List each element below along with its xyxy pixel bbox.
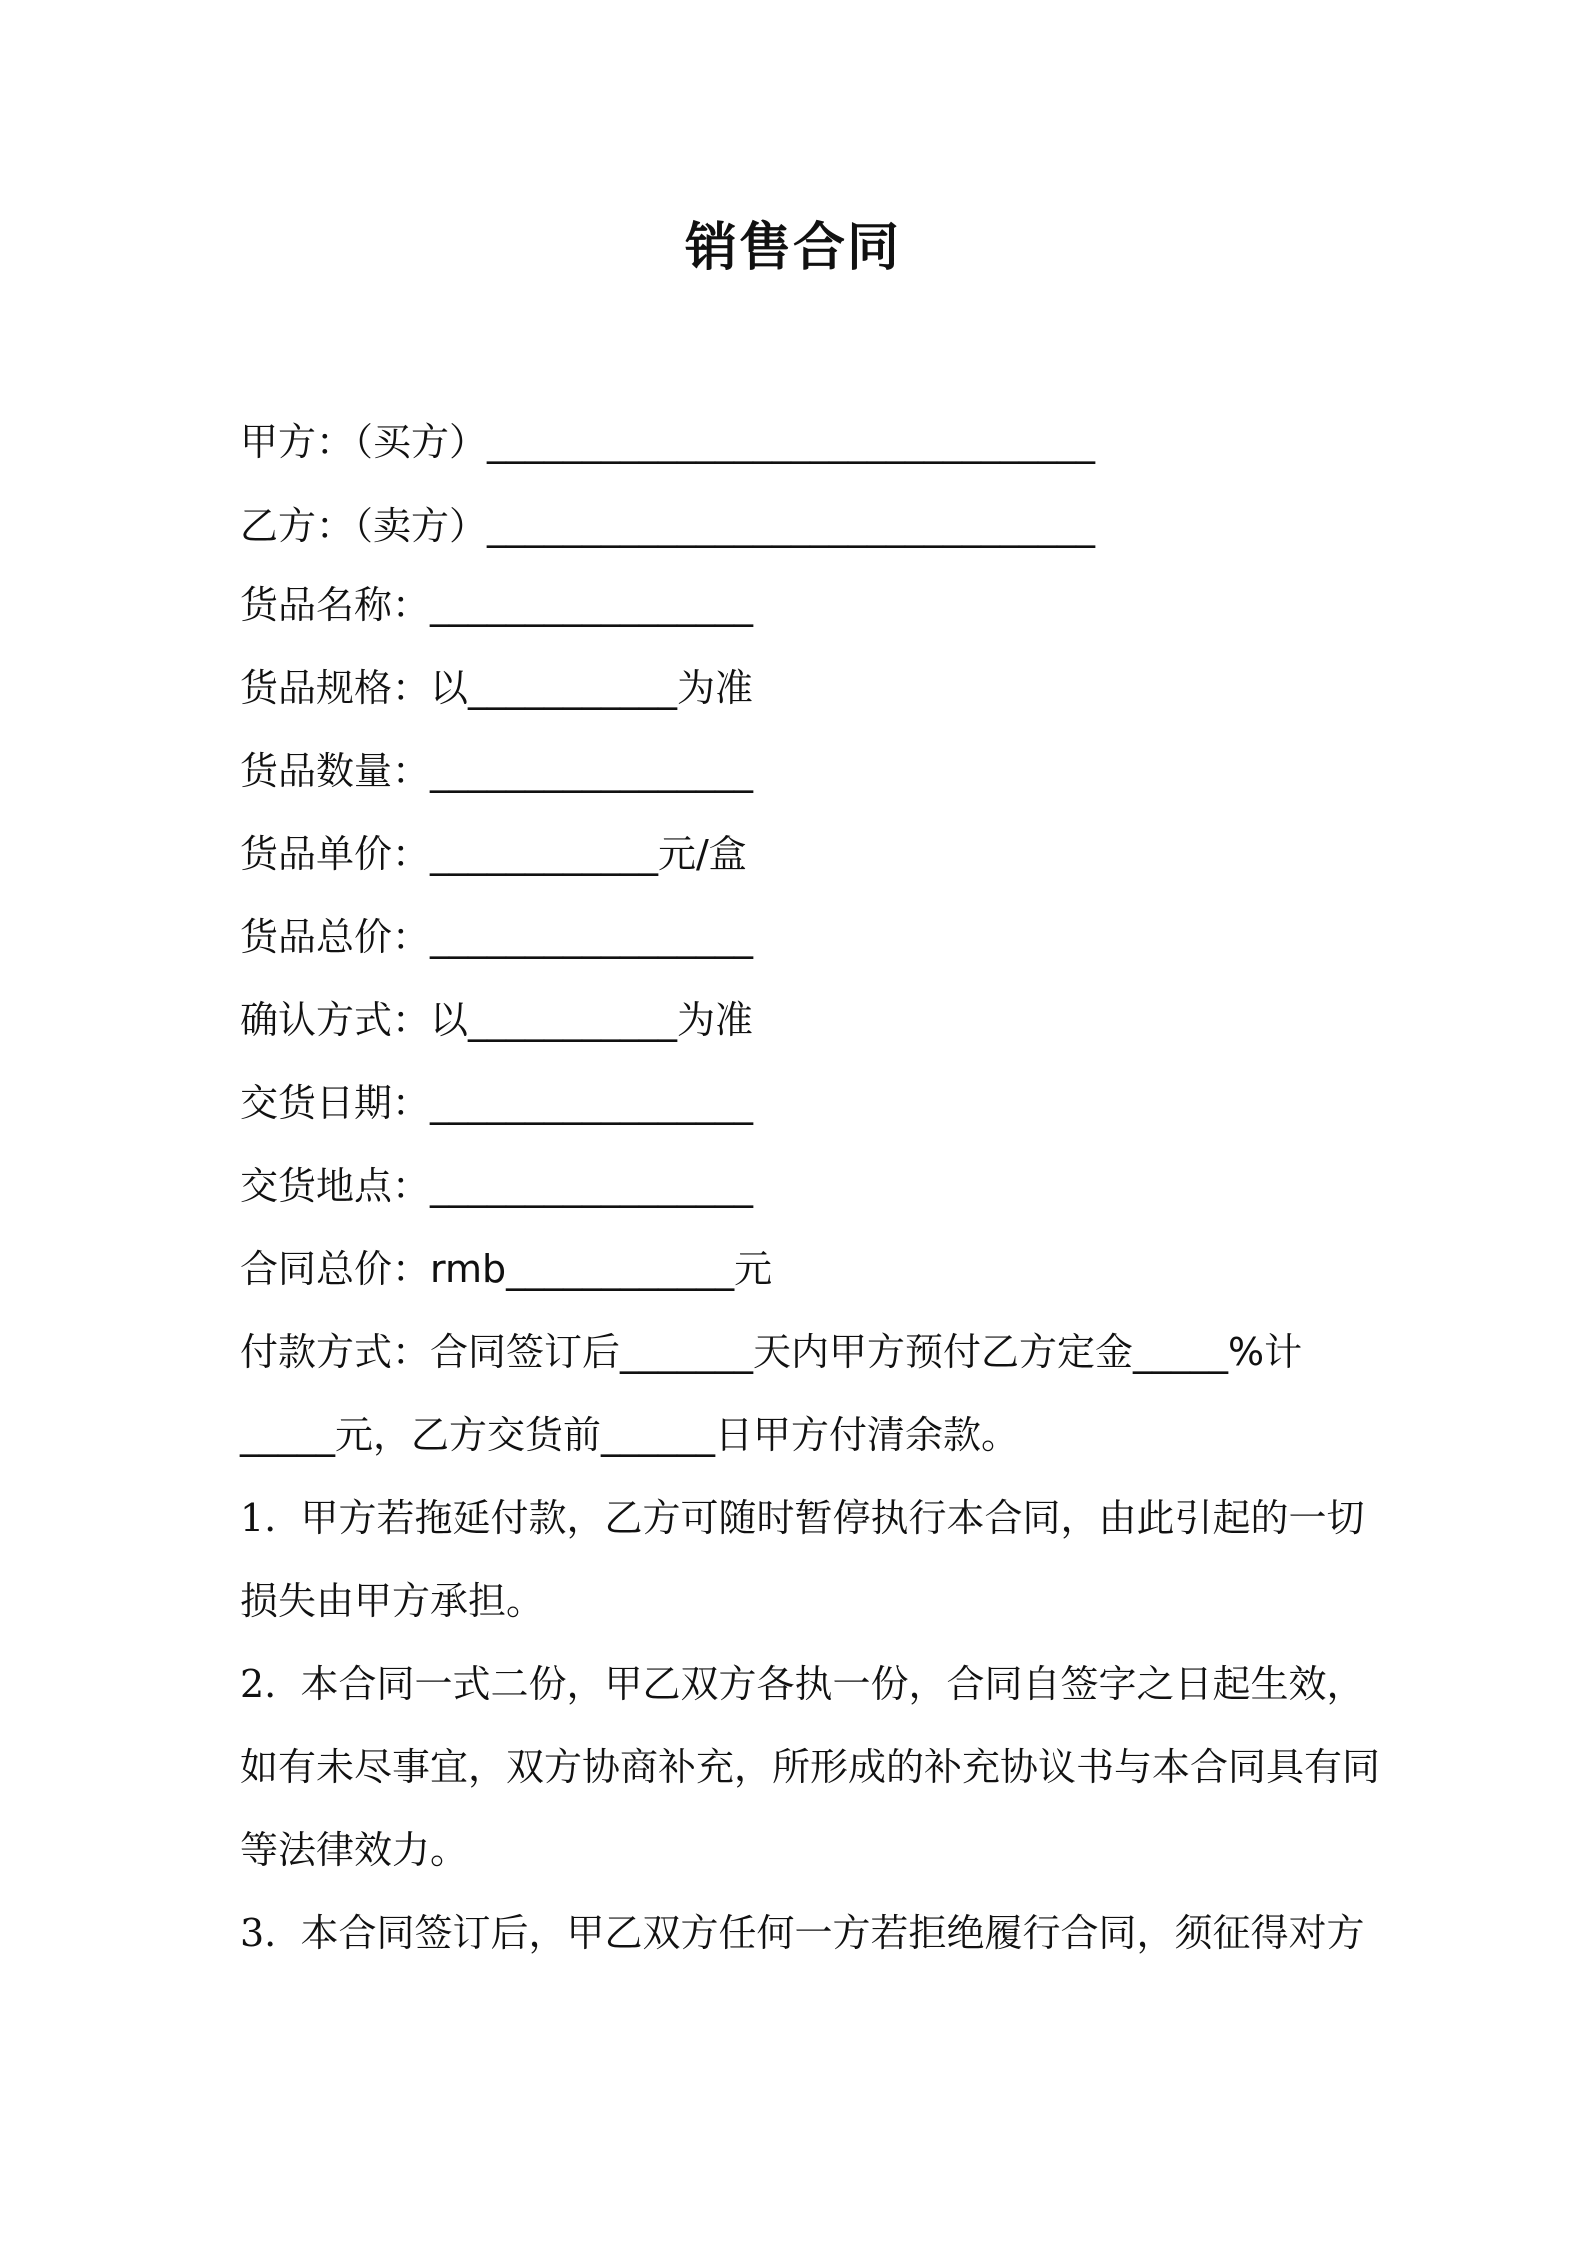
clause-text: 甲方若拖延付款，乙方可随时暂停执行本合同，由此引起的一切 — [300, 1496, 1365, 1540]
field-delivery-place: 交货地点：_________________ — [240, 1164, 754, 1208]
field-seller: 乙方：（卖方）________________________________ — [240, 504, 1096, 548]
field-payment-method-continued: _____元，乙方交货前______日甲方付清余款。 — [240, 1413, 1020, 1457]
field-goods-spec: 货品规格：以___________为准 — [240, 666, 754, 710]
field-delivery-date: 交货日期：_________________ — [240, 1081, 754, 1125]
field-goods-quantity: 货品数量：_________________ — [240, 749, 754, 793]
clause-number: 2. — [240, 1662, 277, 1706]
field-buyer: 甲方：（买方）________________________________ — [240, 420, 1096, 464]
clause-2-line-2: 如有未尽事宜，双方协商补充，所形成的补充协议书与本合同具有同 — [240, 1745, 1381, 1789]
clause-1-line-1 — [240, 1493, 1365, 1543]
clause-text: 本合同签订后，甲乙双方任何一方若拒绝履行合同，须征得对方 — [300, 1911, 1365, 1955]
field-contract-total: 合同总价：rmb____________元 — [240, 1247, 773, 1291]
field-confirm-method: 确认方式：以___________为准 — [240, 998, 754, 1042]
clause-text: 本合同一式二份，甲乙双方各执一份，合同自签字之日起生效， — [300, 1662, 1365, 1706]
clause-2-line-1 — [240, 1659, 1365, 1709]
field-payment-method: 付款方式：合同签订后_______天内甲方预付乙方定金_____%计 — [240, 1330, 1303, 1374]
clause-1-line-2: 损失由甲方承担。 — [240, 1579, 545, 1623]
field-total-price: 货品总价：_________________ — [240, 915, 754, 959]
clause-3-line-1 — [240, 1908, 1365, 1958]
field-goods-name: 货品名称：_________________ — [240, 583, 754, 627]
clause-number: 1. — [240, 1496, 277, 1540]
clause-2-line-3: 等法律效力。 — [240, 1828, 469, 1872]
document-title: 销售合同 — [684, 218, 901, 278]
field-unit-price: 货品单价：____________元/盒 — [240, 832, 747, 876]
clause-number: 3. — [240, 1911, 277, 1955]
